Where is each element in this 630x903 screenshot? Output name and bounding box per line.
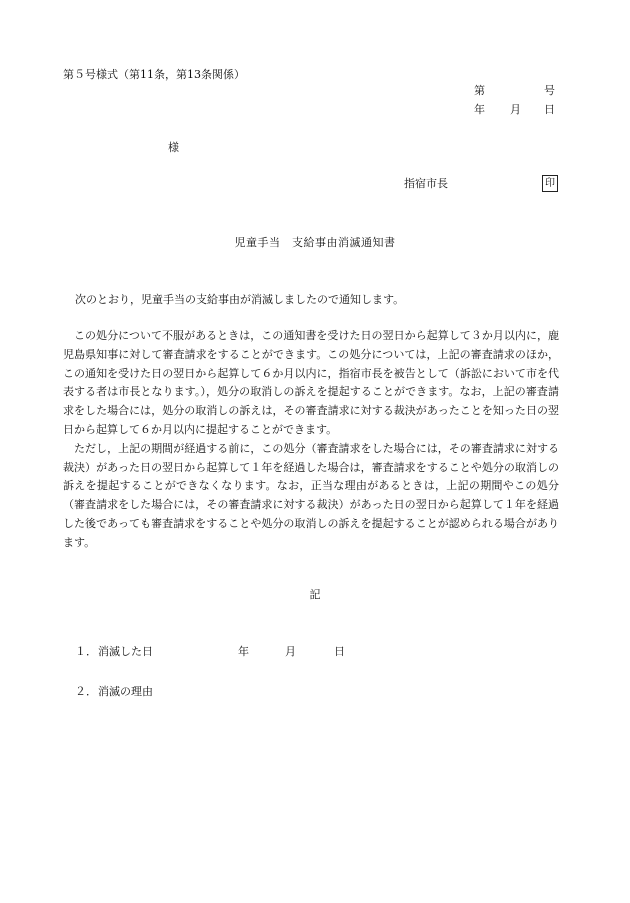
form-number-label: 第５号様式（第11条，第13条関係） bbox=[63, 68, 245, 81]
document-number-suffix: 号 bbox=[544, 84, 555, 97]
document-title: 児童手当 支給事由消滅通知書 bbox=[234, 236, 396, 249]
addressee-suffix: 様 bbox=[168, 141, 179, 154]
item-2-label: 消滅の理由 bbox=[98, 685, 153, 698]
appeal-notice-body bbox=[63, 327, 559, 553]
seal-mark: 印 bbox=[542, 175, 558, 192]
item-1-year: 年 bbox=[238, 645, 249, 658]
item-1-label: 消滅した日 bbox=[98, 645, 153, 658]
item-1-month: 月 bbox=[285, 645, 296, 658]
document-number-prefix: 第 bbox=[474, 84, 485, 97]
item-1-day: 日 bbox=[334, 645, 345, 658]
issuer-name: 指宿市長 bbox=[404, 177, 448, 190]
lead-sentence: 次のとおり，児童手当の支給事由が消滅しましたので通知します。 bbox=[75, 293, 405, 306]
ki-heading: 記 bbox=[309, 588, 321, 601]
issue-date-year: 年 bbox=[474, 103, 485, 116]
appeal-paragraph-1: この処分について不服があるときは，この通知書を受けた日の翌日から起算して３か月以内に，鹿児島県知事に対して審査請求をすることができます。この処分については，上記の審査請求のほか，この通知を受けた日の翌日から起算して６か月以内に，指宿市長を被告として（訴訟において市を代表する者は市長となります。），処分の取消しの訴えを提起することができます。なお，上記の審査請求をした場合には，処分の取消しの訴えは，その審査請求に対する裁決があったことを知った日の翌日から起算して６か月以内に提起することができます。 bbox=[63, 329, 559, 436]
issue-date-month: 月 bbox=[510, 103, 521, 116]
item-2-number: ２． bbox=[75, 685, 97, 698]
item-1-number: １． bbox=[75, 645, 97, 658]
issue-date-day: 日 bbox=[544, 103, 555, 116]
appeal-paragraph-2: ただし，上記の期間が経過する前に，この処分（審査請求をした場合には，その審査請求に対する裁決）があった日の翌日から起算して１年を経過した場合は，審査請求をすることや処分の取消しの訴えを提起することができなくなります。なお，正当な理由があるときは，上記の期間やこの処分（審査請求をした場合には，その審査請求に対する裁決）があった日の翌日から起算して１年を経過した後であっても審査請求をすることや処分の取消しの訴えを提起することが認められる場合があります。 bbox=[63, 441, 559, 549]
